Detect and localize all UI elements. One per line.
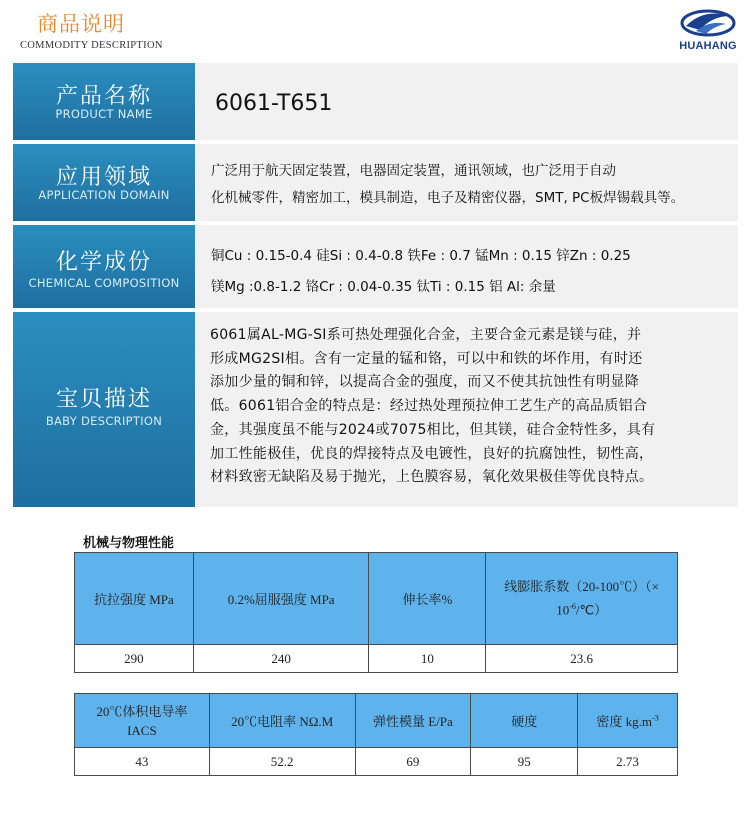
text-line: 低。6061铝合金的特点是：经过热处理预拉伸工艺生产的高品质铝合 (210, 398, 648, 415)
product-name-row (13, 63, 738, 140)
label-cn: 产品名称 (55, 84, 152, 109)
table-cell: 69 (355, 748, 471, 776)
text-line: 广泛用于航天固定装置，电器固定装置，通讯领域，也广泛用于自动 (211, 163, 616, 179)
text-line: 铜Cu : 0.15-0.4 硅Si : 0.4-0.8 铁Fe : 0.7 锰Mn : 0.15 锌Zn : 0.25 (211, 248, 631, 264)
table-header-cell: 硬度 (471, 694, 578, 748)
page-header (0, 0, 750, 60)
text-line: 金，其强度虽不能与2024或7075相比，但其镁，硅合金特性多，具有 (210, 421, 656, 438)
description-label (13, 312, 195, 507)
table-header-cell: 20℃电阻率 NΩ.M (209, 694, 355, 748)
table-header-row (75, 553, 678, 645)
application-domain-text (211, 158, 734, 212)
table-header-cell: 抗拉强度 MPa (75, 553, 194, 645)
header-line: 线膨胀系数（20-100℃）（× (504, 578, 659, 594)
chemical-composition-text (211, 241, 734, 303)
chemical-composition-row (13, 225, 738, 308)
text-line: 加工性能极佳，优良的焊接特点及电镀性，良好的抗腐蚀性，韧性高， (210, 445, 654, 462)
header-superscript: -3 (652, 713, 659, 723)
table-header-row (75, 694, 678, 748)
label-en: APPLICATION DOMAIN (38, 188, 170, 202)
mechanical-properties-table (74, 552, 678, 673)
properties-title: 机械与物理性能 (83, 536, 175, 551)
text-line: 化机械零件，精密加工，模具制造，电子及精密仪器，SMT, PC板焊锡载具等。 (211, 190, 685, 206)
header-superscript: -6 (569, 601, 576, 611)
table-cell: 43 (75, 748, 210, 776)
label-en: BABY DESCRIPTION (45, 414, 163, 428)
label-cn: 化学成份 (55, 250, 152, 275)
product-name-label (13, 63, 195, 140)
header-line: IACS (127, 722, 157, 738)
table-cell: 290 (75, 645, 194, 673)
text-line: 6061属AL-MG-SI系可热处理强化合金，主要合金元素是镁与硅，并 (210, 327, 642, 343)
brand-logo (676, 6, 740, 54)
page-subtitle: COMMODITY DESCRIPTION (20, 40, 163, 51)
page-title: 商品说明 (37, 12, 125, 36)
physical-properties-table (74, 693, 678, 776)
header-line: 20℃体积电导率 (96, 703, 188, 719)
table-cell: 240 (193, 645, 369, 673)
header-part: 密度 kg.m (596, 714, 653, 729)
logo-text: HUAHANG (679, 40, 737, 52)
table-header-cell (578, 694, 678, 748)
table-header-cell: 伸长率% (369, 553, 486, 645)
text-line: 形成MG2SI相。含有一定量的锰和铬，可以中和铁的坏作用，有时还 (210, 350, 643, 367)
table-header-cell (75, 694, 210, 748)
huahang-logo-icon (676, 6, 740, 40)
label-en: PRODUCT NAME (55, 107, 153, 121)
table-cell: 95 (471, 748, 578, 776)
text-line: 镁Mg :0.8-1.2 铬Cr : 0.04-0.35 钛Ti : 0.15 铝 Al: 余量 (211, 279, 556, 295)
description-text (210, 324, 734, 490)
label-cn: 宝贝描述 (55, 387, 152, 412)
table-cell: 2.73 (578, 748, 678, 776)
header-line (490, 597, 673, 620)
header-part: /℃） (575, 602, 608, 618)
application-domain-row (13, 144, 738, 221)
text-line: 添加少量的铜和锌，以提高合金的强度，而又不使其抗蚀性有明显降 (210, 374, 639, 391)
product-name-value: 6061-T651 (215, 91, 333, 116)
table-header-cell (486, 553, 678, 645)
table-header-cell: 0.2%屈服强度 MPa (193, 553, 369, 645)
table-cell: 23.6 (486, 645, 678, 673)
table-row (75, 748, 678, 776)
application-domain-label (13, 144, 195, 221)
table-cell: 10 (369, 645, 486, 673)
text-line: 材料致密无缺陷及易于抛光，上色膜容易，氧化效果极佳等优良特点。 (210, 469, 654, 486)
chemical-composition-label (13, 225, 195, 308)
header-part: 10 (556, 602, 570, 618)
description-row (13, 312, 738, 507)
label-en: CHEMICAL COMPOSITION (28, 276, 180, 290)
table-header-cell: 弹性模量 E/Pa (355, 694, 471, 748)
label-cn: 应用领域 (55, 165, 152, 190)
table-row (75, 645, 678, 673)
table-cell: 52.2 (209, 748, 355, 776)
